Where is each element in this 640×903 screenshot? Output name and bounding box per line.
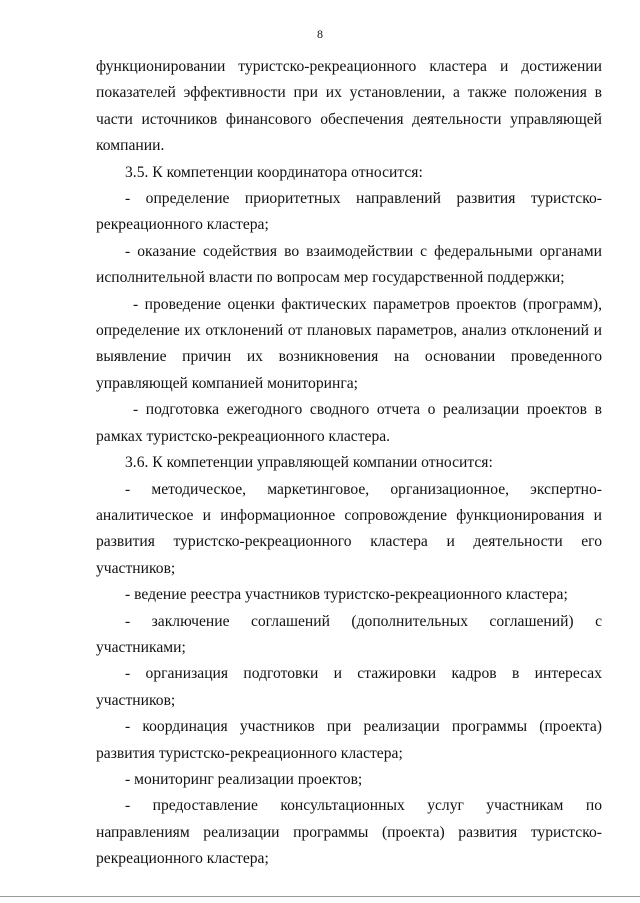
- list-item: - ведение реестра участников туристско-рекреационного кластера;: [125, 586, 568, 604]
- document-body: [96, 54, 602, 873]
- list-item: - методическое, маркетинговое, организационное, экспертно-аналитическое и информационное сопровождение функционирования и развития туристско-рекреационного кластера и деятельности его участников;: [96, 480, 602, 577]
- section-heading-3-5: 3.5. К компетенции координатора относится:: [125, 163, 423, 181]
- page-bottom-edge: [0, 896, 640, 897]
- list-item: - предоставление консультационных услуг участникам по направлениям реализации программы (проекта) развития туристско-рекреационного кластера;: [96, 797, 602, 868]
- page-number: 8: [317, 27, 323, 41]
- list-item: - подготовка ежегодного сводного отчета о реализации проектов в рамках туристско-рекреационного кластера.: [96, 401, 602, 445]
- list-item: - координация участников при реализации программы (проекта) развития туристско-рекреационного кластера;: [96, 718, 602, 762]
- list-item: - организация подготовки и стажировки кадров в интересах участников;: [96, 665, 602, 709]
- list-item: - заключение соглашений (дополнительных соглашений) с участниками;: [96, 612, 602, 656]
- section-heading-3-6: 3.6. К компетенции управляющей компании относится:: [125, 454, 493, 472]
- list-item: - проведение оценки фактических параметров проектов (программ), определение их отклонений от плановых параметров, анализ отклонений и выявление причин их возникновения на основании проведенного управляющей компанией мониторинга;: [96, 295, 602, 392]
- list-item: - мониторинг реализации проектов;: [125, 770, 363, 788]
- paragraph-continuation: функционировании туристско-рекреационного кластера и достижении показателей эффективности при их установлении, а также положения в части источников финансового обеспечения деятельности управляющей компании.: [96, 58, 602, 155]
- list-item: - определение приоритетных направлений развития туристско-рекреационного кластера;: [96, 190, 602, 234]
- list-item: - оказание содействия во взаимодействии с федеральными органами исполнительной власти по вопросам мер государственной поддержки;: [96, 242, 602, 287]
